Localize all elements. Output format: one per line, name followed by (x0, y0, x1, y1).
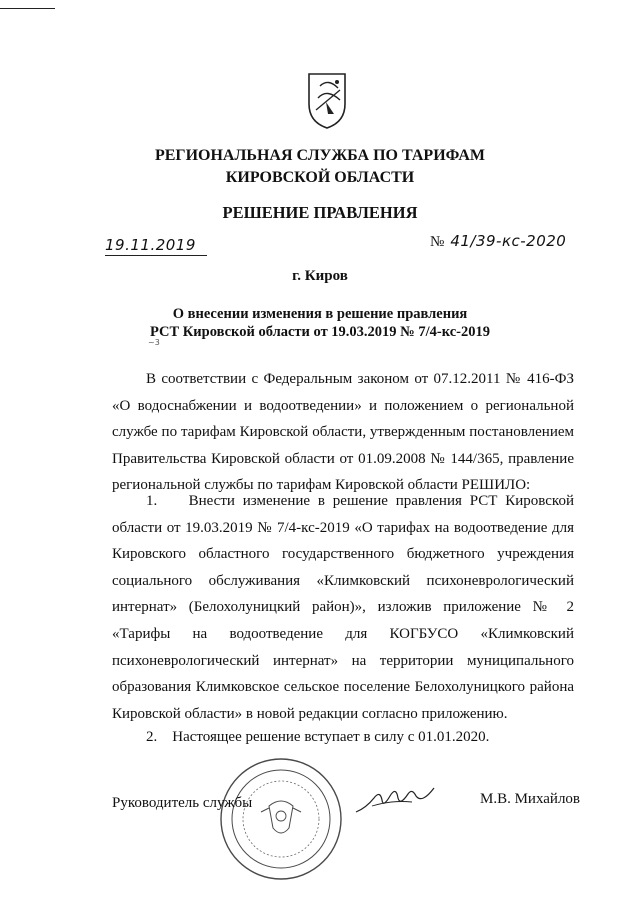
number-prefix: № (430, 234, 445, 250)
document-type: РЕШЕНИЕ ПРАВЛЕНИЯ (222, 203, 418, 222)
page-mark: ~3 (148, 338, 160, 347)
agency-name-line1: РЕГИОНАЛЬНАЯ СЛУЖБА ПО ТАРИФАМ (154, 147, 486, 164)
subject-line1: О внесении изменения в решение правления (172, 306, 468, 322)
decision-date: 19.11.2019 (105, 236, 207, 256)
subject-heading (0, 305, 640, 341)
item-2-paragraph: 2. Настоящее решение вступает в силу с 01.01.2020. (146, 729, 490, 745)
intro-paragraph: В соответствии с Федеральным законом от 07.12.2011 № 416-ФЗ «О водоснабжении и водоотведении» и положением о региональной службе по тарифам Кировской области, утвержденным постановлением Правительства Кировской области от 01.09.2008 № 144/365, правление региональной службы по тарифам Кировской области РЕШИЛО: (112, 371, 574, 494)
number-value: 41/39-кс-2020 (450, 232, 567, 250)
top-rule (0, 8, 55, 9)
subject-line2: РСТ Кировской области от 19.03.2019 № 7/4-кс-2019 (149, 324, 490, 340)
handwritten-signature (352, 778, 442, 818)
kirov-coat-of-arms-icon (304, 70, 350, 130)
signatory-position: Руководитель службы (112, 795, 253, 811)
agency-name-line2: КИРОВСКОЙ ОБЛАСТИ (225, 169, 415, 186)
city: г. Киров (292, 268, 348, 284)
official-seal-stamp (217, 756, 345, 882)
decision-number (430, 232, 566, 251)
signatory-name: М.В. Михайлов (480, 791, 581, 807)
item-1-paragraph: 1. Внести изменение в решение правления РСТ Кировской области от 19.03.2019 № 7/4-кс-2019 «О тарифах на водоотведение для Кировского областного государственного бюджетного учреждения социального обслуживания «Климковский психоневрологический интернат» (Белохолуницкий район)», изложив приложение № 2 «Тарифы на водоотведение для КОГБУСО «Климковский психоневрологический интернат» на территории муниципального образования Климковское сельское поселение Белохолуницкого района Кировской области» в новой редакции согласно приложению. (112, 493, 574, 722)
